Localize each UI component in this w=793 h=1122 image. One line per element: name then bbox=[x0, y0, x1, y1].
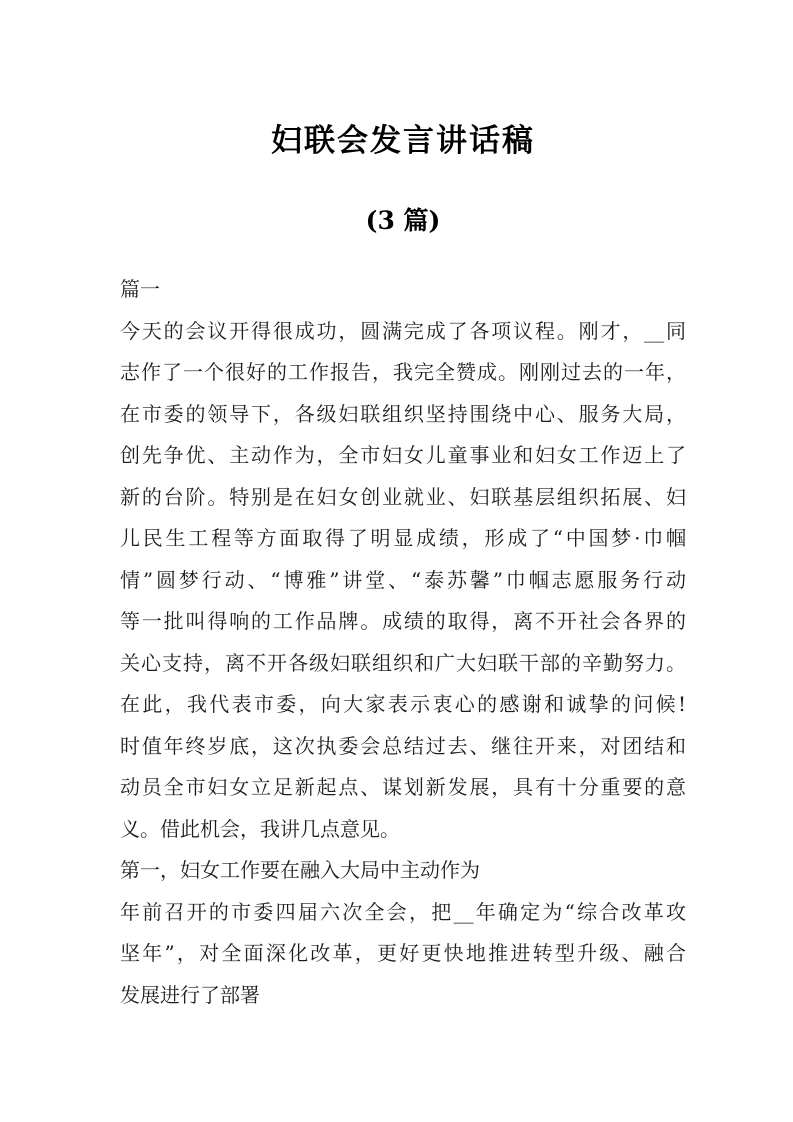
document-body bbox=[120, 269, 686, 1016]
text-line: 今天的会议开得很成功，圆满完成了各项议程。刚才，__同 bbox=[120, 318, 686, 343]
text-line: 动员全市妇女立足新起点、谋划新发展，具有十分重要的意 bbox=[120, 775, 686, 799]
section-label: 篇一 bbox=[120, 277, 160, 301]
text-line: 时值年终岁底，这次执委会总结过去、继往开来，对团结和 bbox=[120, 733, 686, 758]
text-line: 在此，我代表市委，向大家表示衷心的感谢和诚挚的问候! bbox=[120, 692, 686, 716]
text-line: 情”圆梦行动、“博雅”讲堂、“泰苏馨”巾帼志愿服务行动 bbox=[120, 567, 686, 592]
text-line: 义。借此机会，我讲几点意见。 bbox=[120, 816, 400, 841]
text-line: 儿民生工程等方面取得了明显成绩，形成了“中国梦·巾帼 bbox=[120, 526, 686, 550]
text-line: 志作了一个很好的工作报告，我完全赞成。刚刚过去的一年， bbox=[120, 360, 686, 384]
document-title: 妇联会发言讲话稿 bbox=[271, 123, 535, 159]
text-line: 关心支持，离不开各级妇联组织和广大妇联干部的辛勤努力。 bbox=[120, 650, 686, 675]
section-heading: 第一，妇女工作要在融入大局中主动作为 bbox=[120, 858, 480, 882]
text-line: 发展进行了部署 bbox=[120, 982, 260, 1007]
document-subtitle: (3 篇) bbox=[365, 206, 441, 235]
text-line: 在市委的领导下，各级妇联组织坚持围绕中心、服务大局， bbox=[120, 401, 686, 426]
text-line: 创先争优、主动作为，全市妇女儿童事业和妇女工作迈上了 bbox=[120, 443, 686, 467]
text-line: 年前召开的市委四届六次全会，把__年确定为“综合改革攻 bbox=[120, 899, 686, 924]
text-line: 新的台阶。特别是在妇女创业就业、妇联基层组织拓展、妇 bbox=[120, 484, 686, 509]
text-line: 坚年”，对全面深化改革，更好更快地推进转型升级、融合 bbox=[120, 941, 686, 965]
text-line: 等一批叫得响的工作品牌。成绩的取得，离不开社会各界的 bbox=[120, 609, 686, 633]
